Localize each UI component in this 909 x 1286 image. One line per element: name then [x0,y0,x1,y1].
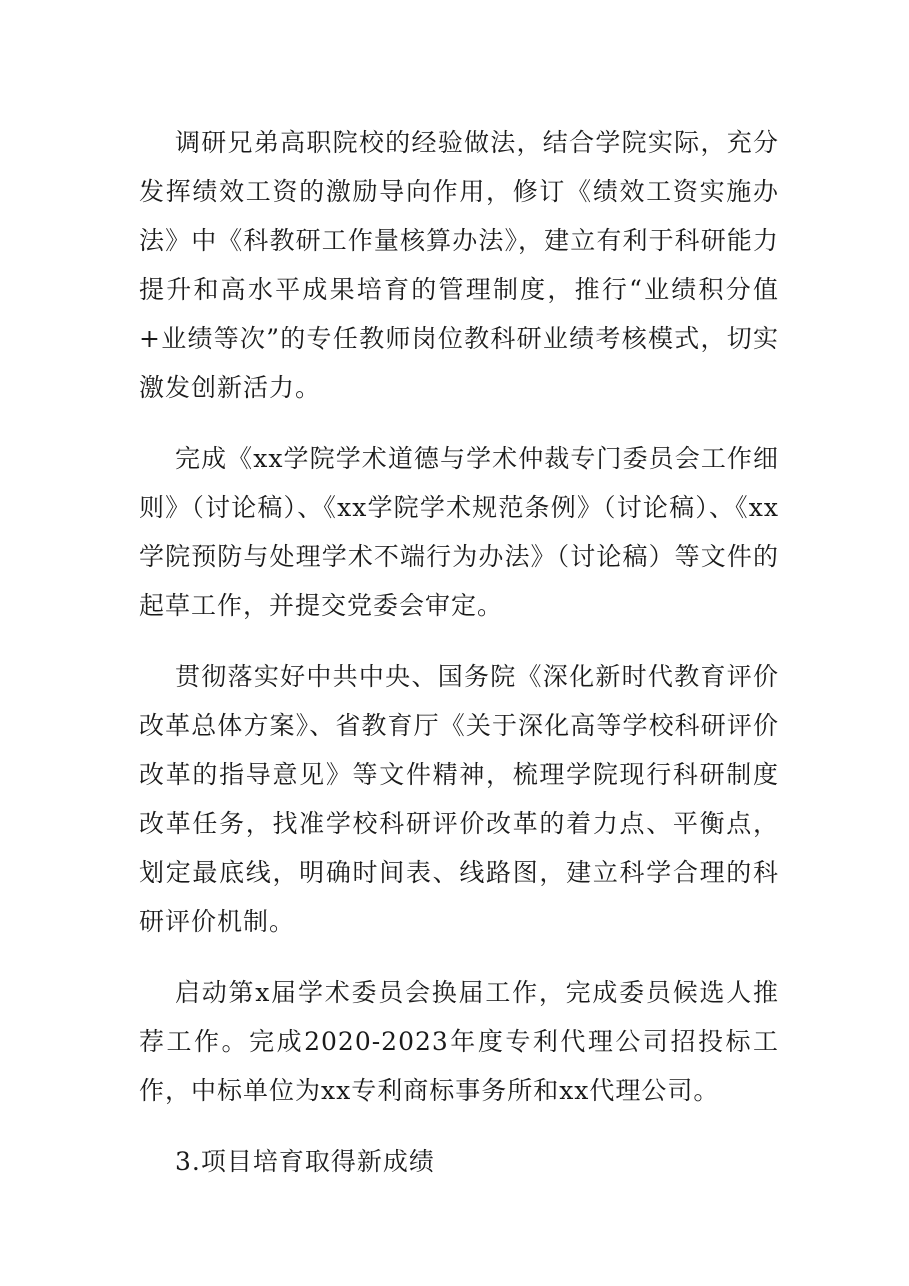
paragraph-evaluation-reform: 贯彻落实好中共中央、国务院《深化新时代教育评价改革总体方案》、省教育厅《关于深化高等学校科研评价改革的指导意见》等文件精神，梳理学院现行科研制度改革任务，找准学校科研评价改革的着力点、平衡点，划定最底线，明确时间表、线路图，建立科学合理的科研评价机制。 [139,662,779,936]
document-body [139,118,779,1186]
paragraph-committee-election: 启动第x届学术委员会换届工作，完成委员候选人推荐工作。完成2020-2023年度专利代理公司招投标工作，中标单位为xx专利商标事务所和xx代理公司。 [139,978,779,1105]
section-heading: 3.项目培育取得新成绩 [175,1147,435,1176]
paragraph-performance-pay: 调研兄弟高职院校的经验做法，结合学院实际，充分发挥绩效工资的激励导向作用，修订《绩效工资实施办法》中《科教研工作量核算办法》，建立有利于科研能力提升和高水平成果培育的管理制度，推行“业绩积分值+业绩等次”的专任教师岗位教科研业绩考核模式，切实激发创新活力。 [139,128,779,402]
paragraph-academic-rules: 完成《xx学院学术道德与学术仲裁专门委员会工作细则》（讨论稿）、《xx学院学术规范条例》（讨论稿）、《xx学院预防与处理学术不端行为办法》（讨论稿）等文件的起草工作，并提交党委会审定。 [139,444,779,620]
